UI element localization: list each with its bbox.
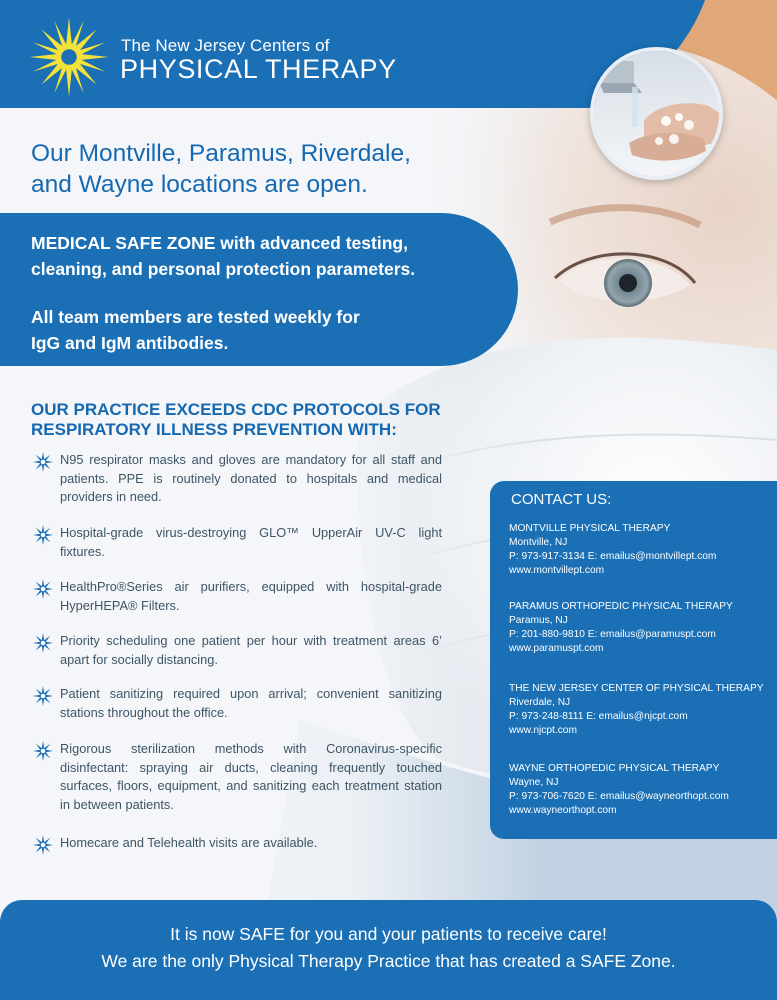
contact-city: Wayne, NJ xyxy=(509,777,559,788)
protocol-item xyxy=(32,524,442,561)
protocol-item xyxy=(32,578,442,615)
footer-band xyxy=(0,900,777,1000)
headline-line-1: Our Montville, Paramus, Riverdale, xyxy=(31,140,411,167)
safe-zone-line-2: cleaning, and personal protection parameters. xyxy=(31,259,416,279)
starburst-bullet-icon xyxy=(32,451,54,473)
contact-website-link[interactable]: www.paramuspt.com xyxy=(509,643,604,654)
contact-website-link[interactable]: www.montvillept.com xyxy=(509,565,605,576)
starburst-icon xyxy=(26,14,112,100)
contact-phone-email[interactable]: P: 973-248-8111 E: emailus@njcpt.com xyxy=(509,711,688,722)
contact-entry xyxy=(509,682,764,738)
contact-website-link[interactable]: www.njcpt.com xyxy=(509,725,577,736)
antibody-line-1: All team members are tested weekly for xyxy=(31,307,360,327)
safe-zone-line-1: MEDICAL SAFE ZONE with advanced testing, xyxy=(31,233,408,253)
contact-name: WAYNE ORTHOPEDIC PHYSICAL THERAPY xyxy=(509,763,720,774)
contact-name: MONTVILLE PHYSICAL THERAPY xyxy=(509,523,671,534)
starburst-bullet-icon xyxy=(32,524,54,546)
footer-line-1: It is now SAFE for you and your patients to receive care! xyxy=(170,924,607,944)
protocol-item xyxy=(32,632,442,669)
contact-website-link[interactable]: www.wayneorthopt.com xyxy=(509,805,617,816)
contact-name: THE NEW JERSEY CENTER OF PHYSICAL THERAPY xyxy=(509,683,764,694)
protocol-item-text: Patient sanitizing required upon arrival; convenient sanitizing stations throughout the office. xyxy=(60,686,442,720)
starburst-bullet-icon xyxy=(32,578,54,600)
contact-entry xyxy=(509,600,733,656)
contact-phone-email[interactable]: P: 201-880-9810 E: emailus@paramuspt.com xyxy=(509,629,716,640)
protocols-heading-line-2: RESPIRATORY ILLNESS PREVENTION WITH: xyxy=(31,420,397,439)
protocol-item-text: Hospital-grade virus-destroying GLO™ UpperAir UV-C light fixtures. xyxy=(60,525,442,559)
protocols-heading xyxy=(31,400,501,440)
contact-title: CONTACT US: xyxy=(511,491,612,508)
contact-city: Riverdale, NJ xyxy=(509,697,571,708)
contact-phone-email[interactable]: P: 973-706-7620 E: emailus@wayneorthopt.com xyxy=(509,791,729,802)
contact-city: Montville, NJ xyxy=(509,537,568,548)
starburst-bullet-icon xyxy=(32,685,54,707)
brand-subtitle: The New Jersey Centers of xyxy=(121,36,330,55)
contact-entry xyxy=(509,762,729,818)
protocols-heading-line-1: OUR PRACTICE EXCEEDS CDC PROTOCOLS FOR xyxy=(31,400,441,419)
handwashing-photo xyxy=(590,47,723,180)
protocol-item-text: Priority scheduling one patient per hour with treatment areas 6’ apart for socially distancing. xyxy=(60,633,442,667)
starburst-bullet-icon xyxy=(32,632,54,654)
protocol-item xyxy=(32,685,442,722)
contact-panel xyxy=(490,481,777,839)
brand-title: PHYSICAL THERAPY xyxy=(120,54,397,84)
antibody-line-2: IgG and IgM antibodies. xyxy=(31,333,229,353)
contact-name: PARAMUS ORTHOPEDIC PHYSICAL THERAPY xyxy=(509,601,733,612)
protocol-item xyxy=(32,834,442,853)
protocol-item xyxy=(32,740,442,814)
contact-phone-email[interactable]: P: 973-917-3134 E: emailus@montvillept.com xyxy=(509,551,717,562)
protocol-item-text: Homecare and Telehealth visits are available. xyxy=(60,835,318,850)
contact-entry xyxy=(509,522,716,578)
starburst-bullet-icon xyxy=(32,834,54,856)
protocol-item xyxy=(32,451,442,507)
protocol-item-text: N95 respirator masks and gloves are mandatory for all staff and patients. PPE is routinely donated to hospitals and medical providers in need. xyxy=(60,452,442,504)
headline-line-2: and Wayne locations are open. xyxy=(31,171,368,198)
contact-city: Paramus, NJ xyxy=(509,615,568,626)
locations-open-heading xyxy=(31,138,471,200)
protocol-item-text: HealthPro®Series air purifiers, equipped with hospital-grade HyperHEPA® Filters. xyxy=(60,579,442,613)
safe-zone-band xyxy=(0,213,518,366)
protocol-item-text: Rigorous sterilization methods with Coronavirus-specific disinfectant: spraying air ducts, cleaning frequently touched surfaces, floors, equipment, and sanitizing each treatment station in between patients. xyxy=(60,741,442,812)
starburst-bullet-icon xyxy=(32,740,54,762)
footer-line-2: We are the only Physical Therapy Practice that has created a SAFE Zone. xyxy=(101,951,676,971)
